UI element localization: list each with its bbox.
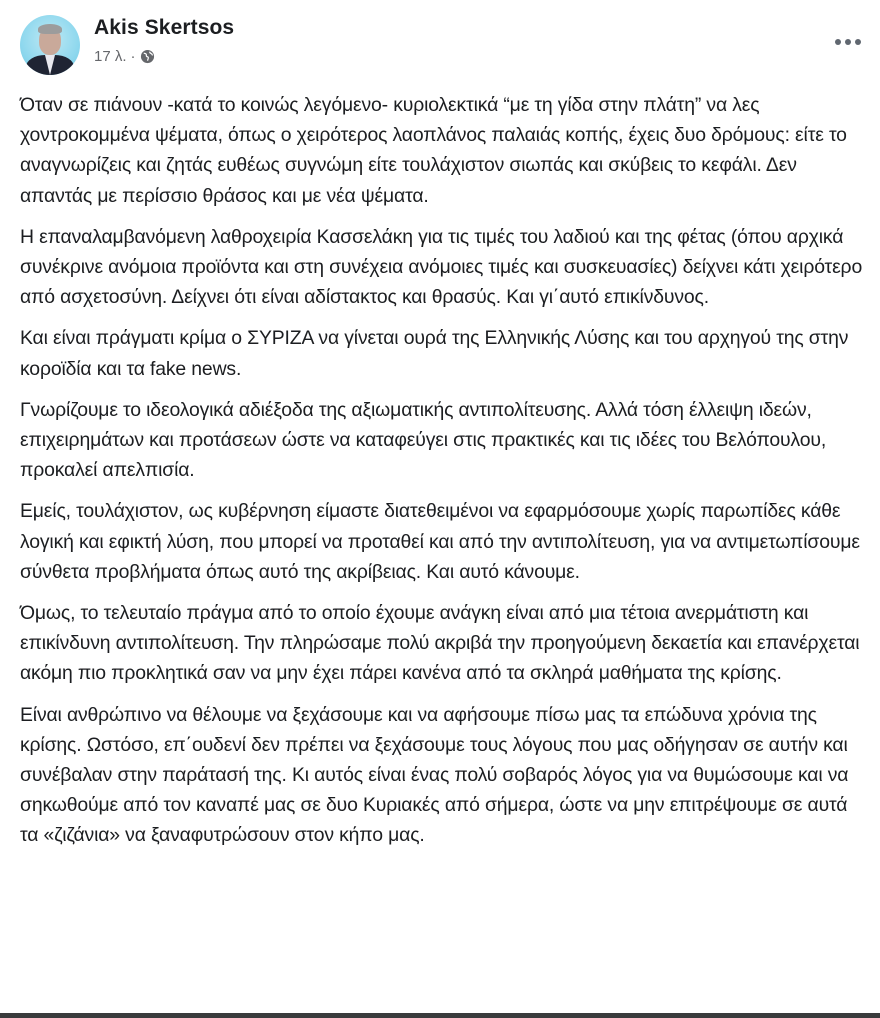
- author-avatar[interactable]: [20, 15, 80, 75]
- post-paragraph: Γνωρίζουμε το ιδεολογικά αδιέξοδα της αξιωματικής αντιπολίτευσης. Αλλά τόση έλλειψη ιδεών, επιχειρημάτων και προτάσεων ώστε να καταφεύγει στις πρακτικές και τις ιδέες του Βελόπουλου, προκαλεί απελπισία.: [20, 398, 827, 482]
- post-body: [20, 90, 870, 862]
- post-paragraph: Εμείς, τουλάχιστον, ως κυβέρνηση είμαστε διατεθειμένοι να εφαρμόσουμε χωρίς παρωπίδες κάθε λογική και εφικτή λύση, που μπορεί να προταθεί και από την αντιπολίτευση, για να αντιμετωπίσουμε σύνθετα προβλήματα όπως αυτό της ακρίβειας. Και αυτό κάνουμε.: [20, 500, 860, 583]
- avatar-hair: [38, 24, 62, 34]
- more-horizontal-icon-dot: [845, 39, 851, 45]
- post-paragraph: Όμως, το τελευταίο πράγμα από το οποίο έχουμε ανάγκη είναι από μια τέτοια ανερμάτιστη και επικίνδυνη αντιπολίτευση. Την πληρώσαμε πολύ ακριβά την προηγούμενη δεκαετία και επανέρχεται ακόμη πιο προκλητικά σαν να μην έχει πάρει κανένα από τα σκληρά μαθήματα της κρίσης.: [20, 602, 860, 685]
- bottom-edge-bar: [0, 1013, 880, 1018]
- author-name[interactable]: Akis Skertsos: [94, 16, 235, 39]
- more-horizontal-icon-dot: [855, 39, 861, 45]
- post-meta: [94, 48, 155, 65]
- post-header: [0, 0, 880, 86]
- post-timestamp[interactable]: 17 λ.: [94, 48, 127, 65]
- globe-icon[interactable]: [140, 49, 155, 64]
- more-horizontal-icon-dot: [835, 39, 841, 45]
- post-paragraph: Όταν σε πιάνουν -κατά το κοινώς λεγόμενο- κυριολεκτικά “με τη γίδα στην πλάτη” να λες χοντροκομμένα ψέματα, όπως ο χειρότερος λαοπλάνος παλαιάς κοπής, έχεις δυο δρόμους: είτε το αναγνωρίζεις και ζητάς ευθέως συγνώμη είτε τουλάχιστον σιωπάς και σκύβεις το κεφάλι. Δεν απαντάς με περίσσιο θράσος και με νέα ψέματα.: [20, 94, 847, 207]
- post-paragraph: Η επαναλαμβανόμενη λαθροχειρία Κασσελάκη για τις τιμές του λαδιού και της φέτας (όπου αρχικά συνέκρινε ανόμοια προϊόντα και στη συνέχεια ανόμοιες τιμές και συσκευασίες) δείχνει κάτι χειρότερο από ασχετοσύνη. Δείχνει ότι είναι αδίστακτος και θρασύς. Και γι΄αυτό επικίνδυνος.: [20, 225, 863, 309]
- post-paragraph: Είναι ανθρώπινο να θέλουμε να ξεχάσουμε και να αφήσουμε πίσω μας τα επώδυνα χρόνια της κρίσης. Ωστόσο, επ΄ουδενί δεν πρέπει να ξεχάσουμε τους λόγους που μας οδήγησαν σε αυτήν και συνέβαλαν στην παράτασή της. Κι αυτός είναι ένας πολύ σοβαρός λόγος για να θυμώσουμε και να σηκωθούμε από τον καναπέ μας σε δυο Κυριακές από σήμερα, ώστε να μην επιτρέψουμε σε αυτά τα «ζιζάνια» να ξαναφυτρώσουν στον κήπο μας.: [20, 703, 849, 847]
- meta-separator: ·: [130, 48, 136, 65]
- post-paragraph: Και είναι πράγματι κρίμα ο ΣΥΡΙΖΑ να γίνεται ουρά της Ελληνικής Λύσης και του αρχηγού της στην κοροϊδία και τα fake news.: [20, 327, 849, 380]
- more-options-button[interactable]: [830, 30, 866, 54]
